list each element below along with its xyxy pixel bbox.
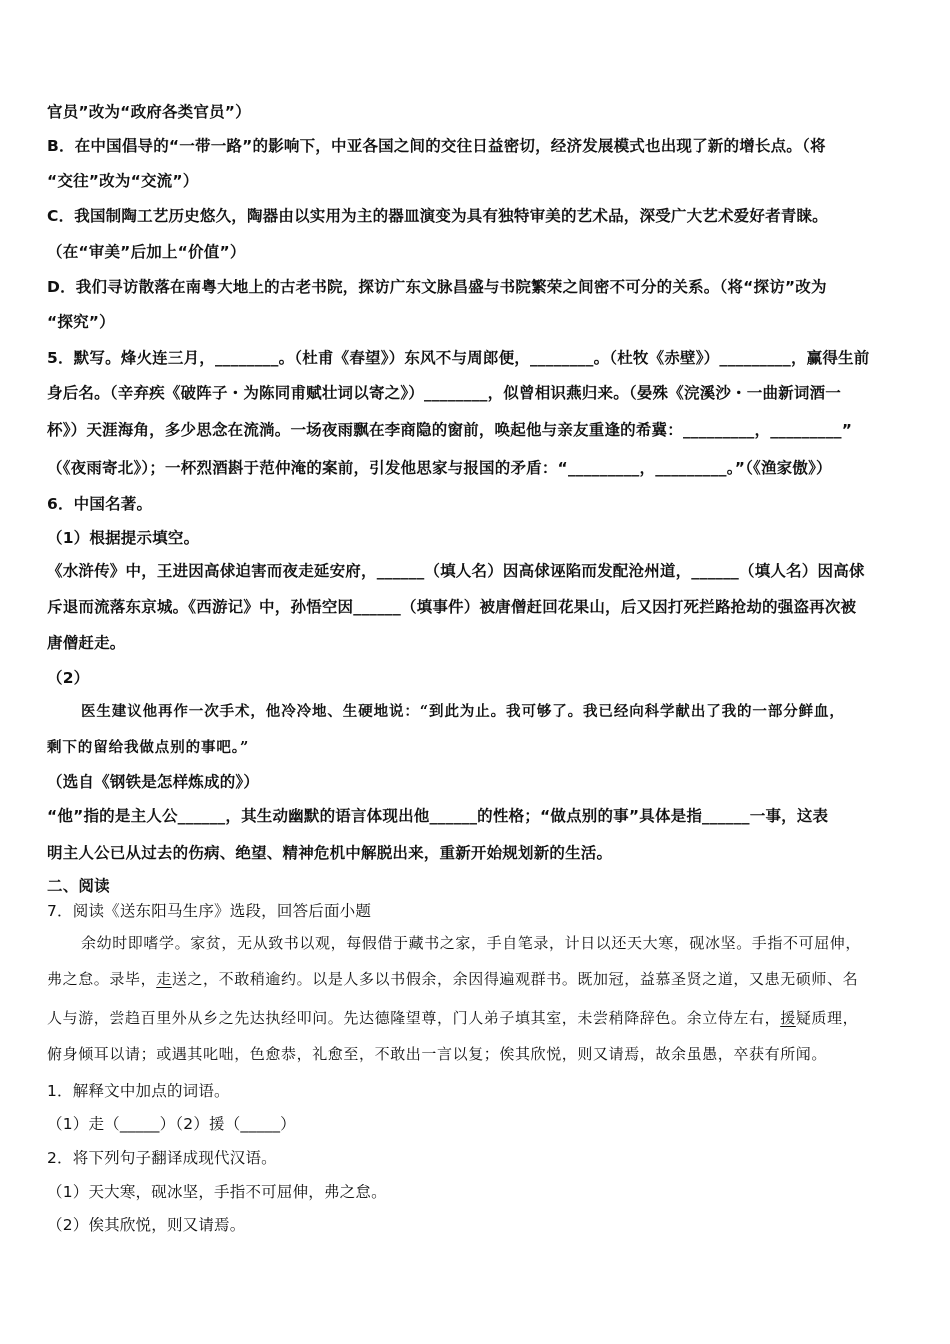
passage-line: 人与游，尝趋百里外从乡之先达执经叩问。先达德隆望尊，门人弟子填其室，未尝稍降辞色。余立侍左右，援疑质理， <box>47 1009 859 1027</box>
question-5-line: 5．默写。烽火连三月，________。（杜甫《春望》）东风不与周郎便，________。（杜牧《赤壁》）_________，赢得生前 <box>47 349 870 367</box>
passage-line: 余幼时即嗜学。家贫，无从致书以观，每假借于藏书之家，手自笔录，计日以还天大寒，砚冰坚。手指不可屈伸， <box>81 934 862 952</box>
option-d-line: D．我们寻访散落在南粤大地上的古老书院，探访广东文脉昌盛与书院繁荣之间密不可分的关系。（将“探访”改为 <box>47 278 827 296</box>
quote-line: 剩下的留给我做点别的事吧。” <box>47 739 250 756</box>
dotted-word: 走 <box>156 970 172 988</box>
question-7-title: 7．阅读《送东阳马生序》选段，回答后面小题 <box>47 902 372 920</box>
subquestion-1: 1．解释文中加点的词语。 <box>47 1082 230 1100</box>
text-line: 身后名。（辛弃疾《破阵子・为陈同甫赋壮词以寄之》）________，似曾相识燕归来。（晏殊《浣溪沙・一曲新词酒一 <box>47 384 841 402</box>
text-line: 《水浒传》中，王进因高俅迫害而夜走延安府，______（填人名）因高俅诬陷而发配沧州道，______（填人名）因高俅 <box>47 562 865 580</box>
option-c-line: C．我国制陶工艺历史悠久，陶器由以实用为主的器皿演变为具有独特审美的艺术品，深受广大艺术爱好者青睐。 <box>47 207 828 225</box>
dotted-word: 援 <box>780 1009 796 1027</box>
passage-line: 弗之怠。录毕，走送之，不敢稍逾约。以是人多以书假余，余因得遍观群书。既加冠，益慕圣贤之道，又患无硕师、名 <box>47 970 859 988</box>
subquestion-2-item: （2）俟其欣悦，则又请焉。 <box>47 1216 246 1234</box>
text-line: 明主人公已从过去的伤病、绝望、精神危机中解脱出来，重新开始规划新的生活。 <box>47 844 613 862</box>
text-line: “交往”改为“交流”） <box>47 172 199 190</box>
passage-line: 俯身倾耳以请；或遇其叱咄，色愈恭，礼愈至，不敢出一言以复；俟其欣悦，则又请焉，故余虽愚，卒获有所闻。 <box>47 1045 828 1063</box>
text-line: 斥退而流落东京城。《西游记》中，孙悟空因______（填事件）被唐僧赶回花果山，后又因打死拦路抢劫的强盗再次被 <box>47 598 857 616</box>
text-line: 唐僧赶走。 <box>47 634 126 652</box>
subquestion-label: （2） <box>47 669 90 687</box>
subquestion-2: 2．将下列句子翻译成现代汉语。 <box>47 1149 277 1167</box>
text-line: 官员”改为“政府各类官员”） <box>47 103 251 121</box>
text-line: “他”指的是主人公______，其生动幽默的语言体现出他______的性格；“做点别的事”具体是指______一事，这表 <box>47 807 829 825</box>
text-line: 杯》）天涯海角，多少思念在流淌。一场夜雨飘在李商隐的窗前，唤起他与亲友重逢的希冀：_________，_________” <box>47 421 853 439</box>
quote-source: （选自《钢铁是怎样炼成的》） <box>47 773 260 791</box>
question-6-title: 6．中国名著。 <box>47 495 153 513</box>
subquestion-1-items: （1）走（_____）（2）援（_____） <box>47 1115 296 1133</box>
subquestion-2-item: （1）天大寒，砚冰坚，手指不可屈伸，弗之怠。 <box>47 1183 387 1201</box>
quote-line: 医生建议他再作一次手术，他冷冷地、生硬地说：“到此为止。我可够了。我已经向科学献出了我的一部分鲜血， <box>81 703 845 720</box>
text-line: （《夜雨寄北》）；一杯烈酒斟于范仲淹的案前，引发他思家与报国的矛盾：“_________，_________。”（《渔家傲》） <box>47 459 832 477</box>
text-line: “探究”） <box>47 313 115 331</box>
subquestion-label: （1）根据提示填空。 <box>47 529 200 547</box>
text-line: （在“审美”后加上“价值”） <box>47 243 246 261</box>
section-heading: 二、阅读 <box>47 877 110 895</box>
option-b-line: B．在中国倡导的“一带一路”的影响下，中亚各国之间的交往日益密切，经济发展模式也出现了新的增长点。（将 <box>47 137 826 155</box>
